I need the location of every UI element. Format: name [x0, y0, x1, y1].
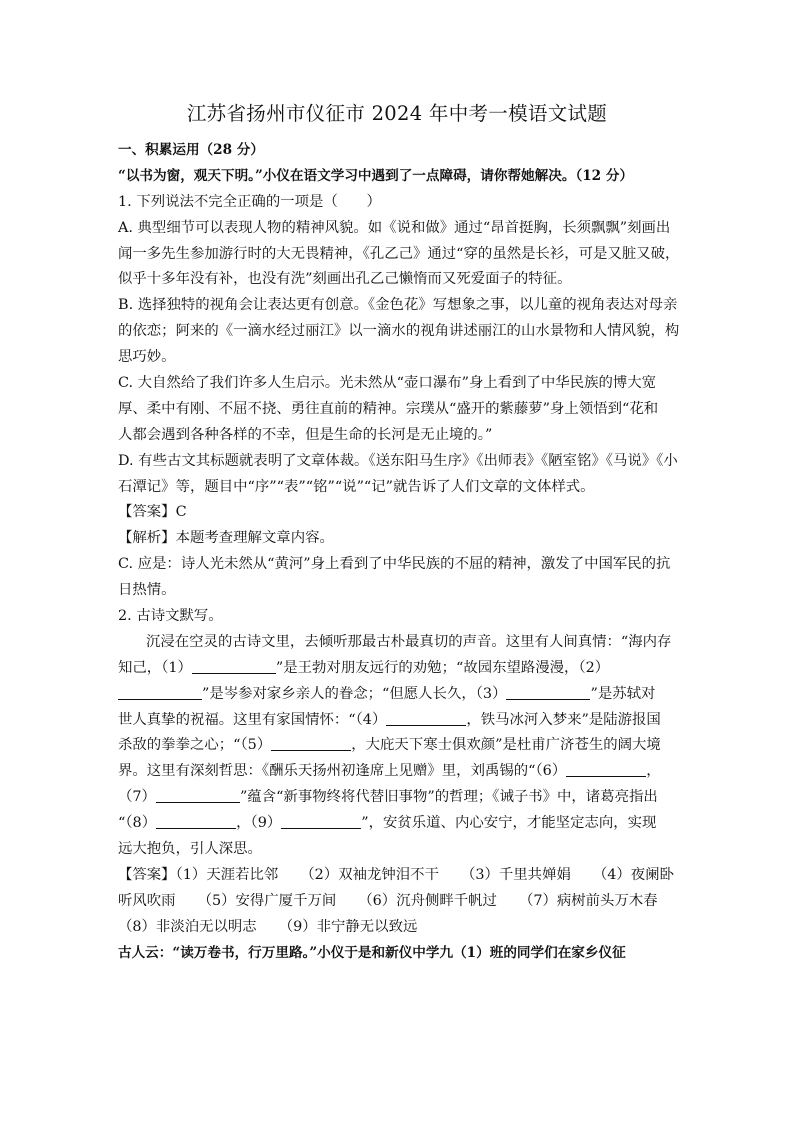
analysis-line: C. 应是：诗人光未然从“黄河”身上看到了中华民族的不屈的精神，激发了中国军民的抗	[118, 556, 671, 573]
answer-line	[118, 863, 678, 889]
fill-blank	[506, 684, 590, 700]
answer-line: 【答案】C	[118, 504, 187, 521]
answer-item: （1）天涯若比邻	[175, 866, 279, 883]
passage-text: 界。这里有深刻哲思：《酬乐天扬州初逢席上见赠》里，刘禹锡的“（6）	[118, 763, 567, 780]
option-a-line: A. 典型细节可以表现人物的精神风貌。如《说和做》通过“昂首挺胸，长须飘飘”刻画出	[118, 219, 671, 236]
passage-text: 杀敌的拳拳之心；“（5）	[118, 737, 272, 754]
passage-text: 世人真挚的祝福。这里有家国情怀：“（4）	[118, 711, 387, 728]
fill-blank	[156, 787, 240, 803]
question-2-stem: 2. 古诗文默写。	[118, 608, 223, 625]
answer-item: （9）非宁静无以致远	[278, 918, 418, 935]
analysis-line: 【解析】本题考查理解文章内容。	[118, 530, 334, 547]
option-b-line: 的依恋；阿来的《一滴水经过丽江》以一滴水的视角讲述丽江的山水景物和人情风貌，构	[118, 323, 680, 340]
document-title: 江苏省扬州市仪征市 2024 年中考一模语文试题	[186, 102, 608, 125]
fill-blank	[156, 813, 236, 829]
section-heading: 一、积累运用（28 分）	[118, 142, 264, 158]
fill-blank	[281, 813, 361, 829]
answer-item: （4）夜阑卧	[592, 866, 674, 883]
answer-item: 听风吹雨	[118, 892, 176, 909]
option-c-line: 人都会遇到各种各样的不幸，但是生命的长河是无止境的。”	[118, 426, 493, 443]
answer-item: （3）千里共婵娟	[460, 866, 571, 883]
fill-blank	[386, 710, 466, 726]
passage-text: ，大庇天下寒士俱欢颜”是杜甫广济苍生的阔大境	[351, 737, 661, 754]
passage-line	[118, 759, 678, 785]
question-1-stem: 1. 下列说法不完全正确的一项是（ ）	[118, 193, 381, 210]
passage-text: ”是苏轼对	[590, 685, 656, 702]
passage-text: ，铁马冰河入梦来”是陆游报国	[466, 711, 661, 728]
passage-text: ”是岑参对家乡亲人的眷念；“但愿人长久，（3）	[202, 685, 507, 702]
passage-line: 沉浸在空灵的古诗文里，去倾听那最古朴最真切的声音。这里有人间真情：“海内存	[146, 633, 672, 650]
fill-blank	[192, 658, 276, 674]
passage-text: ”是王勃对朋友远行的劝勉；“故园东望路漫漫，（2）	[275, 659, 610, 676]
passage-line	[118, 785, 678, 811]
passage-line	[118, 708, 678, 734]
answer-item: （5）安得广厦千万间	[197, 892, 337, 909]
answer-item: （7）病树前头万木春	[518, 892, 658, 909]
passage-line	[118, 682, 678, 708]
answer-label: 【答案】	[118, 866, 176, 883]
option-d-line: 石潭记》等，题目中“序”“表”“铭”“说”“记”就告诉了人们文章的文体样式。	[118, 478, 595, 495]
fill-blank	[271, 735, 351, 751]
document-body	[118, 138, 678, 967]
fill-blank	[118, 684, 202, 700]
answer-item: （6）沉舟侧畔千帆过	[358, 892, 497, 909]
passage-text: 知己，（1）	[118, 659, 192, 676]
answer-line	[118, 915, 678, 941]
analysis-line: 日热情。	[118, 582, 176, 599]
option-d-line: D. 有些古文其标题就表明了文章体裁。《送东阳马生序》《出师表》《陋室铭》《马说》《小	[118, 452, 678, 469]
passage-text: “（8）	[118, 815, 157, 832]
option-c-line: 厚、柔中有刚、不屈不挠、勇往直前的精神。宗璞从“盛开的紫藤萝”身上领悟到“花和	[118, 400, 659, 417]
answer-item: （8）非淡泊无以明志	[118, 918, 257, 935]
passage-line: 远大抱负，引人深思。	[118, 841, 262, 858]
passage-text: ”蕴含“新事物终将代替旧事物”的哲理；《诫子书》中，诸葛亮指出	[239, 789, 658, 806]
answer-line	[118, 889, 678, 915]
section-intro: “以书为窗，观天下明。”小仪在语文学习中遇到了一点障碍，请你帮她解决。（12 分）	[118, 167, 634, 184]
passage-line	[118, 811, 678, 837]
passage-text: ”，安贫乐道、内心安宁，才能坚定志向，实现	[361, 815, 657, 832]
passage-line	[118, 733, 678, 759]
passage-line	[118, 656, 678, 682]
next-section-intro: 古人云：“读万卷书，行万里路。”小仪于是和新仪中学九（1）班的同学们在家乡仪征	[118, 944, 626, 961]
option-a-line: 闻一多先生参加游行时的大无畏精神，《孔乙己》通过“穿的虽然是长衫，可是又脏又破，	[118, 245, 680, 262]
passage-text: ，（9）	[236, 815, 282, 832]
answer-item: （2）双袖龙钟泪不干	[300, 866, 439, 883]
option-c-line: C. 大自然给了我们许多人生启示。光未然从“壶口瀑布”身上看到了中华民族的博大宽	[118, 375, 657, 392]
passage-text: ，	[646, 763, 661, 780]
option-a-line: 似乎十多年没有补，也没有洗”刻画出孔乙己懒惰而又死爱面子的特征。	[118, 271, 572, 288]
fill-blank	[566, 761, 646, 777]
option-b-line: B. 选择独特的视角会让表达更有创意。《金色花》写想象之事，以儿童的视角表达对母亲	[118, 297, 678, 314]
option-b-line: 思巧妙。	[118, 349, 176, 366]
passage-text: （7）	[118, 789, 156, 806]
